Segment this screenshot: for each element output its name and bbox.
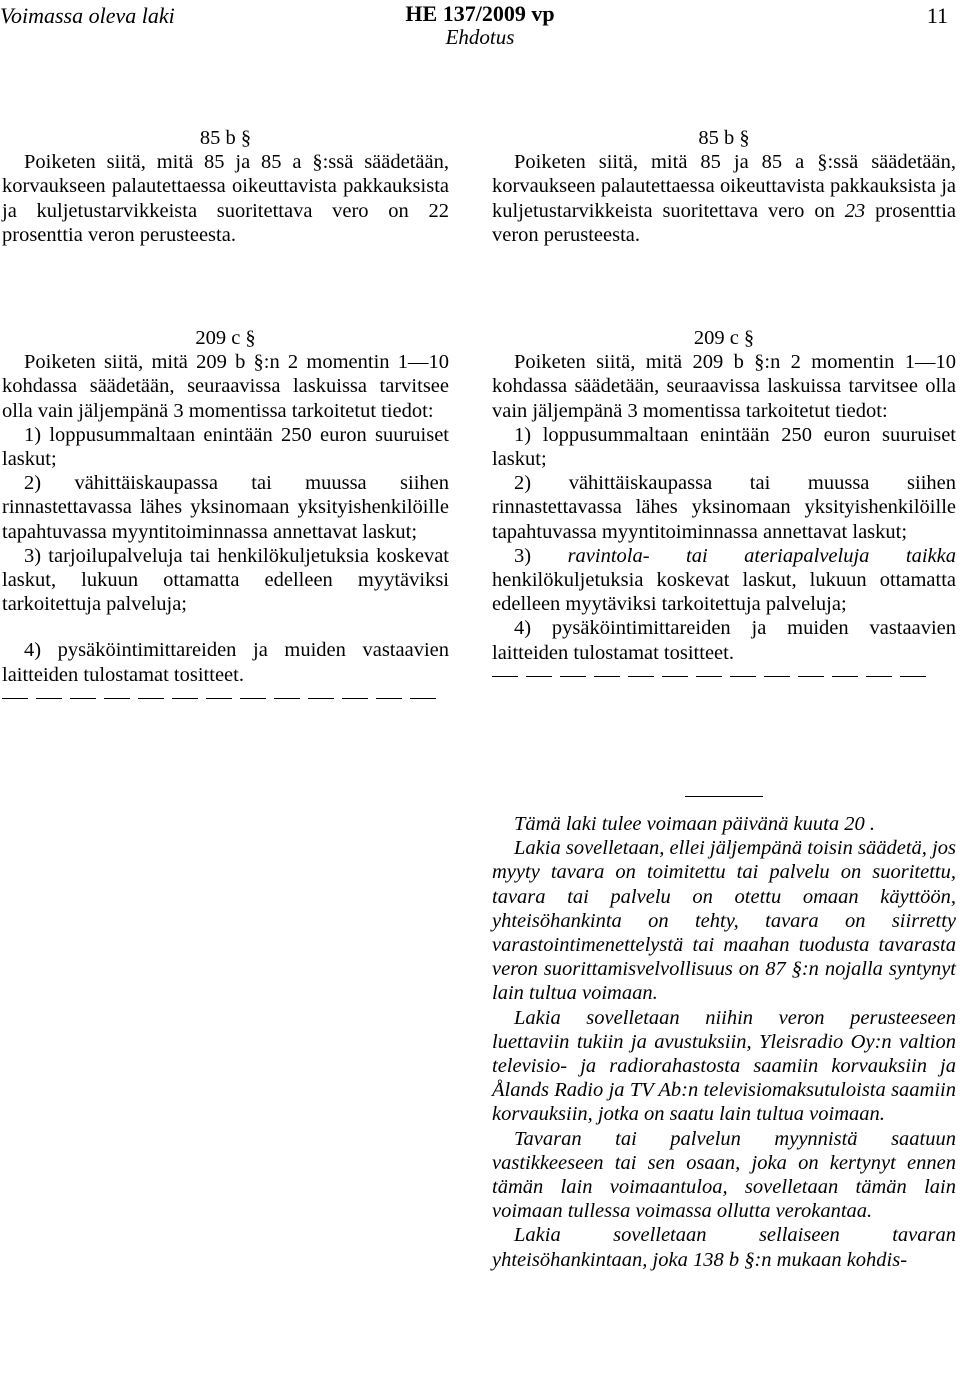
section-85b-current <box>2 126 449 247</box>
text-part: prosenttia veron perusteesta. <box>492 199 956 246</box>
list-item-1: 1) loppusummaltaan enintään 250 euron suuruiset laskut; <box>492 423 956 471</box>
omission-dashes <box>492 665 956 689</box>
section-text: Poiketen siitä, mitä 85 ja 85 a §:ssä säädetään, korvaukseen palautettaessa oikeuttavista pakkauksista ja kuljetustarvikkeista suoritettava vero on 22 prosenttia veron perusteesta. <box>2 151 449 246</box>
transitional-paragraph-3: Tavaran tai palvelun myynnistä saatuun vastikkeeseen tai sen osaan, joka on kertynyt ennen tämän lain voimaantuloa, sovelletaan tämän lain voimaan tullessa voimassa ollutta verokantaa. <box>492 1127 956 1223</box>
section-intro: Poiketen siitä, mitä 209 b §:n 2 momentin 1—10 kohdassa säädetään, seuraavissa laskuissa tarvitsee olla vain jäljempänä 3 momentissa tarkoitetut tiedot: <box>2 351 449 422</box>
section-85b-proposal <box>492 126 956 247</box>
transitional-paragraph-1: Lakia sovelletaan, ellei jäljempänä toisin säädetä, jos myyty tavara on toimitettu tai palvelu on suoritettu, tavara tai palvelu on otettu omaan käyttöön, yhteisöhankinta on tehty, tavara on siirretty varastointimenettelystä tai maahan tuodusta tavarasta veron suorittamisvelvollisuus on 87 §:n nojalla syntynyt lain tultua voimaan. <box>492 837 956 1005</box>
section-title: 209 c § <box>195 327 256 349</box>
text-part: 3) <box>514 544 568 567</box>
text-part: Poiketen siitä, mitä 85 ja 85 a §:ssä säädetään, korvaukseen palautettaessa oikeuttavista pakkauksista ja kuljetustarvikkeista suoritettava vero on <box>492 151 956 222</box>
transitional-paragraph-2: Lakia sovelletaan niihin veron perusteeseen luettaviin tukiin ja avustuksiin, Yleisradio Oy:n valtion televisio- ja radiorahastosta saamiin korvauksiin ja Ålands Radio ja TV Ab:n televisiomaksutuloista saamiin korvauksiin, jotka on saatu lain tultua voimaan. <box>492 1006 956 1126</box>
list-item-4: 4) pysäköintimittareiden ja muiden vastaavien laitteiden tulostamat tositteet. <box>2 639 449 686</box>
section-title: 209 c § <box>693 327 755 349</box>
list-item-4: 4) pysäköintimittareiden ja muiden vastaavien laitteiden tulostamat tositteet. <box>492 617 956 664</box>
entry-into-force-provisions <box>492 812 956 1272</box>
header-center-label: Ehdotus <box>445 25 515 49</box>
current-law-column <box>2 0 449 1392</box>
list-item-3: 3) tarjoilupalveluja tai henkilökuljetuksia koskevat laskut, lukuun ottamatta edelleen myytäviksi tarkoitettuja palveluja; <box>2 544 449 616</box>
page-number: 11 <box>926 3 948 28</box>
transitional-paragraph-4: Lakia sovelletaan sellaiseen tavaran yhteisöhankintaan, joka 138 b §:n mukaan kohdis- <box>492 1224 956 1271</box>
text-part: henkilökuljetuksia koskevat laskut, lukuun ottamatta edelleen myytäviksi tarkoitettuja palveluja; <box>492 569 956 616</box>
proposal-column <box>492 0 956 1392</box>
separator-rule <box>685 796 763 797</box>
section-intro: Poiketen siitä, mitä 209 b §:n 2 momentin 1—10 kohdassa säädetään, seuraavissa laskuissa tarvitsee olla vain jäljempänä 3 momentissa tarkoitetut tiedot: <box>492 351 956 422</box>
list-item-1: 1) loppusummaltaan enintään 250 euron suuruiset laskut; <box>2 423 449 471</box>
list-item-2: 2) vähittäiskaupassa tai muussa siihen rinnastettavassa lähes yksinomaan yksityishenkilöille tapahtuvassa myyntitoiminnassa annettavat laskut; <box>492 472 956 543</box>
changed-rate: 23 <box>844 199 866 222</box>
section-title: 85 b § <box>199 127 252 149</box>
section-209c-current <box>2 326 449 711</box>
omission-dashes <box>2 687 449 711</box>
section-209c-proposal <box>492 326 956 689</box>
document-id: HE 137/2009 vp <box>405 1 555 26</box>
list-item-3 <box>492 544 956 617</box>
changed-text: ravintola- tai ateriapalveluja taikka <box>567 544 956 567</box>
section-title: 85 b § <box>698 127 750 149</box>
spacer <box>2 616 449 638</box>
header-left-label: Voimassa oleva laki <box>0 3 175 28</box>
entry-into-force-text: Tämä laki tulee voimaan päivänä kuuta 20 . <box>514 813 875 835</box>
list-item-2: 2) vähittäiskaupassa tai muussa siihen rinnastettavassa lähes yksinomaan yksityishenkilöille tapahtuvassa myyntitoiminnassa annettavat laskut; <box>2 472 449 543</box>
section-text <box>492 150 956 247</box>
